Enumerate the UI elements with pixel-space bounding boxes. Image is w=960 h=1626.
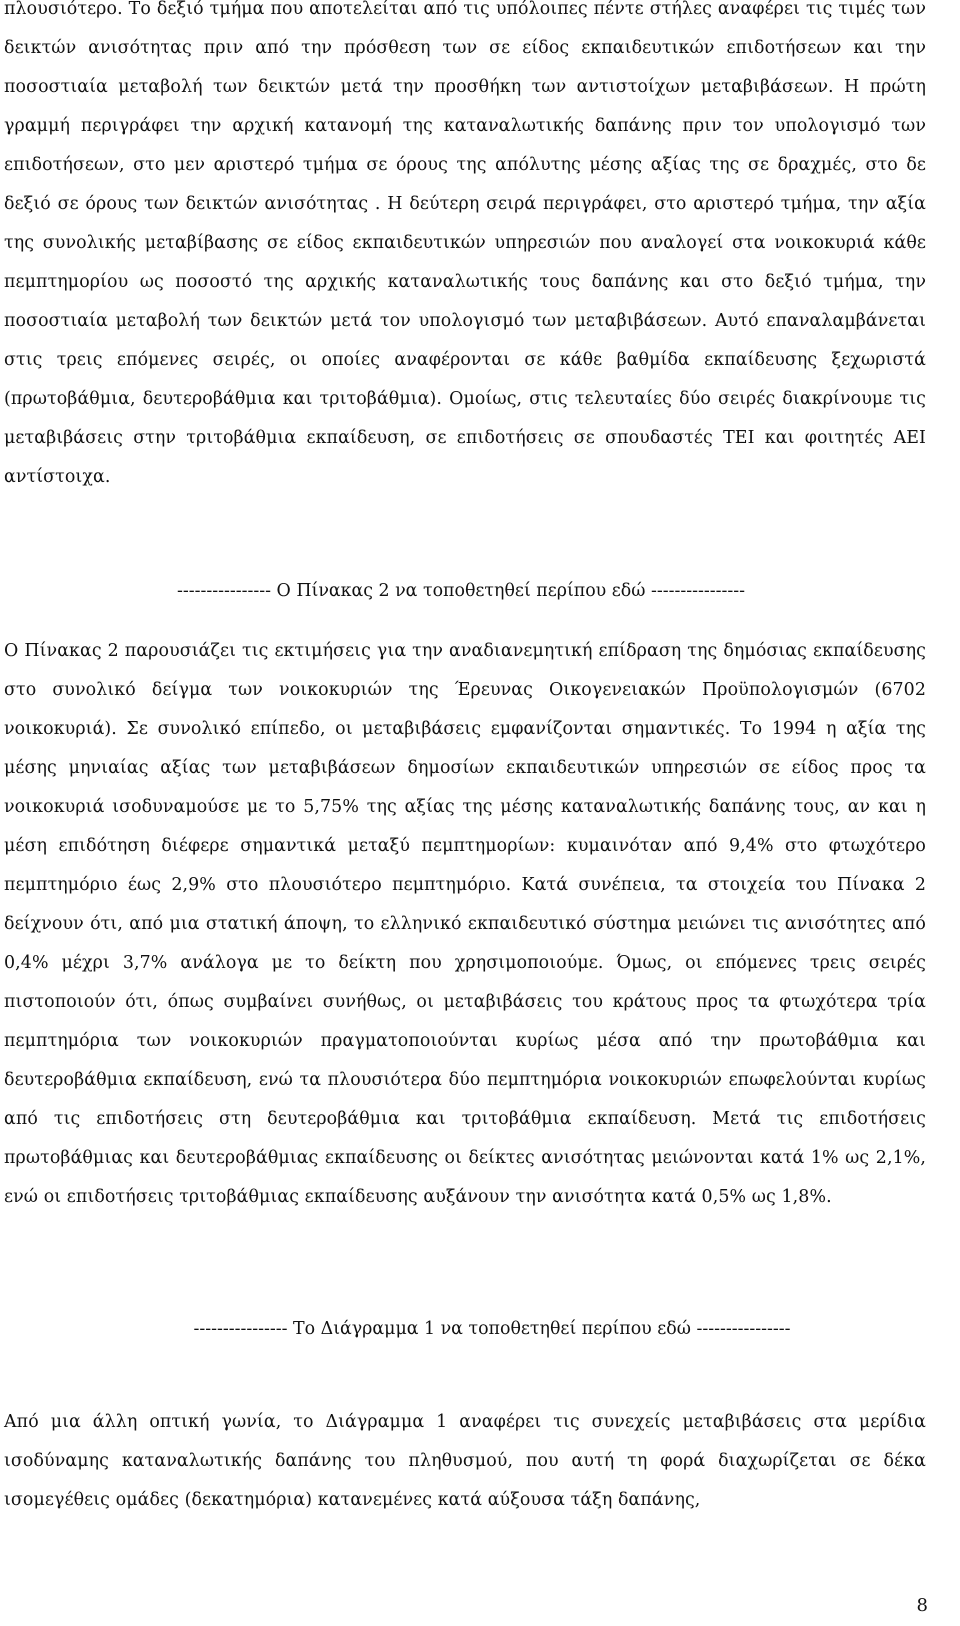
figure-1-placeholder: ---------------- Το Διάγραμμα 1 να τοποθετηθεί περίπου εδώ ---------------- [193,1319,791,1339]
page-number: 8 [916,1595,928,1616]
paragraph-table-description: πλουσιότερο. Το δεξιό τμήμα που αποτελείται από τις υπόλοιπες πέντε στήλες αναφέρει τις τιμές των δεικτών ανισότητας πριν από την πρόσθεση των σε είδος εκπαιδευτικών επιδοτήσεων και την ποσοστιαία μεταβολή των δεικτών μετά την προσθήκη των αντιστοίχων μεταβιβάσεων. Η πρώτη γραμμή περιγράφει την αρχική κατανομή της καταναλωτικής δαπάνης πριν τον υπολογισμό των επιδοτήσεων, στο μεν αριστερό τμήμα σε όρους της απόλυτης μέσης αξίας της σε δραχμές, στο δε δεξιό σε όρους των δεικτών ανισότητας . Η δεύτερη σειρά περιγράφει, στο αριστερό τμήμα, την αξία της συνολικής μεταβίβασης σε είδος εκπαιδευτικών υπηρεσιών που αναλογεί στα νοικοκυριά κάθε πεμπτημορίου ως ποσοστό της αρχικής καταναλωτικής τους δαπάνης και στο δεξιό τμήμα, την ποσοστιαία μεταβολή των δεικτών μετά τον υπολογισμό των μεταβιβάσεων. Αυτό επαναλαμβάνεται στις τρεις επόμενες σειρές, οι οποίες αναφέρονται σε κάθε βαθμίδα εκπαίδευσης ξεχωριστά (πρωτοβάθμια, δευτεροβάθμια και τριτοβάθμια). Ομοίως, στις τελευταίες δύο σειρές διακρίνουμε τις μεταβιβάσεις στην τριτοβάθμια εκπαίδευση, σε επιδοτήσεις σε σπουδαστές ΤΕΙ και φοιτητές ΑΕΙ αντίστοιχα. [4,0,926,487]
table-2-placeholder: ---------------- Ο Πίνακας 2 να τοποθετηθεί περίπου εδώ ---------------- [177,581,745,601]
paragraph-figure-1-intro: Από μια άλλη οπτική γωνία, το Διάγραμμα 1 αναφέρει τις συνεχείς μεταβιβάσεις στα μερίδια ισοδύναμης καταναλωτικής δαπάνης του πληθυσμού, που αυτή τη φορά διαχωρίζεται σε δέκα ισομεγέθεις ομάδες (δεκατημόρια) κατανεμένες κατά αύξουσα τάξη δαπάνης, [4,1412,926,1510]
paragraph-table-2-results: Ο Πίνακας 2 παρουσιάζει τις εκτιμήσεις για την αναδιανεμητική επίδραση της δημόσιας εκπαίδευσης στο συνολικό δείγμα των νοικοκυριών της Έρευνας Οικογενειακών Προϋπολογισμών (6702 νοικοκυριά). Σε συνολικό επίπεδο, οι μεταβιβάσεις εμφανίζονται σημαντικές. Το 1994 η αξία της μέσης μηνιαίας αξίας των μεταβιβάσεων δημοσίων εκπαιδευτικών υπηρεσιών σε είδος προς τα νοικοκυριά ισοδυναμούσε με το 5,75% της αξίας της μέσης καταναλωτικής δαπάνης τους, αν και η μέση επιδότηση διέφερε σημαντικά μεταξύ πεμπτημορίων: κυμαινόταν από 9,4% στο φτωχότερο πεμπτημόριο έως 2,9% στο πλουσιότερο πεμπτημόριο. Κατά συνέπεια, τα στοιχεία του Πίνακα 2 δείχνουν ότι, από μια στατική άποψη, το ελληνικό εκπαιδευτικό σύστημα μειώνει τις ανισότητες από 0,4% μέχρι 3,7% ανάλογα με το δείκτη που χρησιμοποιούμε. Όμως, οι επόμενες τρεις σειρές πιστοποιούν ότι, όπως συμβαίνει συνήθως, οι μεταβιβάσεις του κράτους προς τα φτωχότερα τρία πεμπτημόρια των νοικοκυριών πραγματοποιούνται κυρίως μέσα από την πρωτοβάθμια και δευτεροβάθμια εκπαίδευση, ενώ τα πλουσιότερα δύο πεμπτημόρια νοικοκυριών επωφελούνται κυρίως από τις επιδοτήσεις στη δευτεροβάθμια και τριτοβάθμια εκπαίδευση. Μετά τις επιδοτήσεις πρωτοβάθμιας και δευτεροβάθμιας εκπαίδευσης οι δείκτες ανισότητας μειώνονται κατά 1% ως 2,1%, ενώ οι επιδοτήσεις τριτοβάθμιας εκπαίδευσης αυξάνουν την ανισότητα κατά 0,5% ως 1,8%. [4,641,926,1207]
